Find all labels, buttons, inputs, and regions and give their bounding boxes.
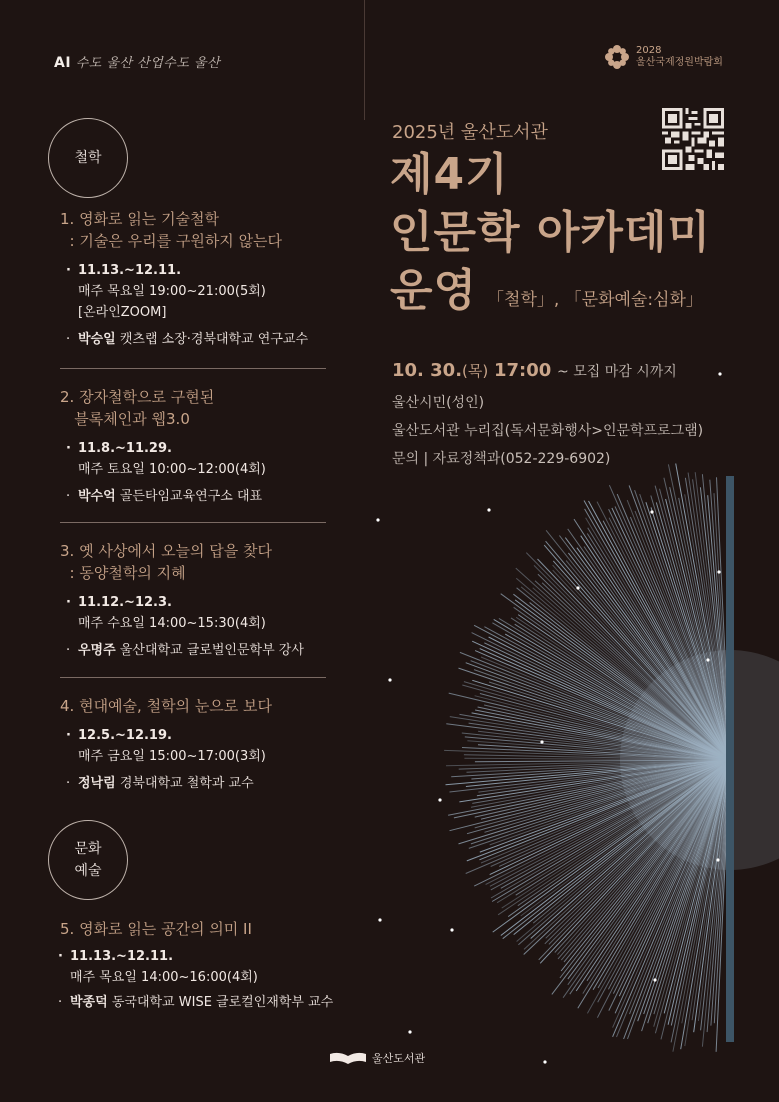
program-date: · 11.12.~12.3. (60, 592, 328, 613)
program-title-line1: 4. 현대예술, 철학의 눈으로 보다 (60, 697, 273, 715)
program-title-line1: 2. 장자철학으로 구현된 (60, 388, 215, 406)
program-extra: [온라인ZOOM] (78, 305, 167, 320)
program-title-line1: 3. 옛 사상에서 오늘의 답을 찾다 (60, 542, 273, 560)
lecturer-info: 캣츠랩 소장·경북대학교 연구교수 (119, 332, 309, 347)
deadline-date: 10. 30. (392, 360, 463, 381)
slogan-text: 수도 울산 산업수도 울산 (75, 56, 221, 71)
star (378, 918, 381, 921)
lecturer-name: 박종덕 (70, 995, 108, 1010)
category-philosophy-label: 철학 (74, 150, 102, 166)
program-schedule: 매주 목요일 14:00~16:00(4회) (70, 970, 258, 985)
main-title-subtitle: 「철학」, 「문화예술:심화」 (487, 290, 703, 310)
lecturer-name: 우명주 (78, 643, 116, 658)
expo-year: 2028 (636, 45, 662, 56)
star (717, 570, 720, 573)
star (716, 858, 719, 861)
lecturer-info: 경북대학교 철학과 교수 (119, 776, 254, 791)
star (438, 798, 441, 801)
star (376, 518, 379, 521)
star (650, 510, 653, 513)
deadline-note: ~ 모집 마감 시까지 (557, 364, 677, 380)
program-title-line1: 5. 영화로 읽는 공간의 의미 II (60, 920, 252, 938)
program-title-line1: 1. 영화로 읽는 기술철학 (60, 210, 220, 228)
star (540, 740, 543, 743)
main-title-line1: 제4기 (390, 149, 509, 200)
lecturer-info: 골든타임교육연구소 대표 (119, 489, 263, 504)
program-title-line2: : 동양철학의 지혜 (60, 564, 186, 582)
program-schedule: 매주 목요일 19:00~21:00(5회) (78, 284, 266, 299)
program-title-line2: : 기술은 우리를 구원하지 않는다 (60, 232, 283, 250)
main-title-line2: 인문학 아카데미 (390, 207, 711, 258)
star (576, 586, 579, 589)
program-title-line2: 블록체인과 웹3.0 (60, 410, 190, 428)
library-logo-icon (330, 1052, 366, 1064)
star (653, 978, 656, 981)
footer-logo (330, 1050, 425, 1066)
library-name: 울산도서관 (372, 1052, 426, 1065)
target-audience: 울산시민(성인) (392, 395, 485, 411)
star (450, 928, 453, 931)
program-date: · 11.13.~12.11. (60, 260, 328, 281)
deadline-day: (목) (462, 362, 489, 380)
year-org: 2025년 울산도서관 (392, 122, 548, 143)
deadline-time: 17:00 (493, 360, 552, 381)
category-art-label-1: 문화 (74, 841, 102, 857)
program-date: · 12.5.~12.19. (60, 725, 328, 746)
category-art-label-2: 예술 (74, 863, 102, 879)
lecturer-name: 박수억 (78, 489, 116, 504)
lecturer-info: 동국대학교 WISE 글로컬인재학부 교수 (111, 995, 334, 1010)
contact-info: 문의 | 자료정책과(052-229-6902) (392, 451, 611, 467)
main-title-line3: 운영 (390, 265, 478, 316)
lecturer-name: 박승일 (78, 332, 116, 347)
program-schedule: 매주 금요일 15:00~17:00(3회) (78, 749, 266, 764)
star (388, 678, 391, 681)
slogan-ai: AI (54, 55, 72, 71)
expo-name: 울산국제정원박람회 (636, 57, 723, 68)
program-schedule: 매주 수요일 14:00~15:30(4회) (78, 616, 266, 631)
book-spine (726, 476, 734, 1042)
star (487, 508, 490, 511)
lecturer-name: 정낙림 (78, 776, 116, 791)
program-schedule: 매주 토요일 10:00~12:00(4회) (78, 462, 266, 477)
program-date: · 11.13.~12.11. (52, 946, 360, 967)
program-date: · 11.8.~11.29. (60, 438, 328, 459)
star (543, 1060, 546, 1063)
star (408, 1030, 411, 1033)
star (718, 372, 721, 375)
star (706, 658, 709, 661)
lecturer-info: 울산대학교 글로벌인문학부 강사 (119, 643, 304, 658)
apply-method: 울산도서관 누리집(독서문화행사>인문학프로그램) (392, 423, 704, 439)
